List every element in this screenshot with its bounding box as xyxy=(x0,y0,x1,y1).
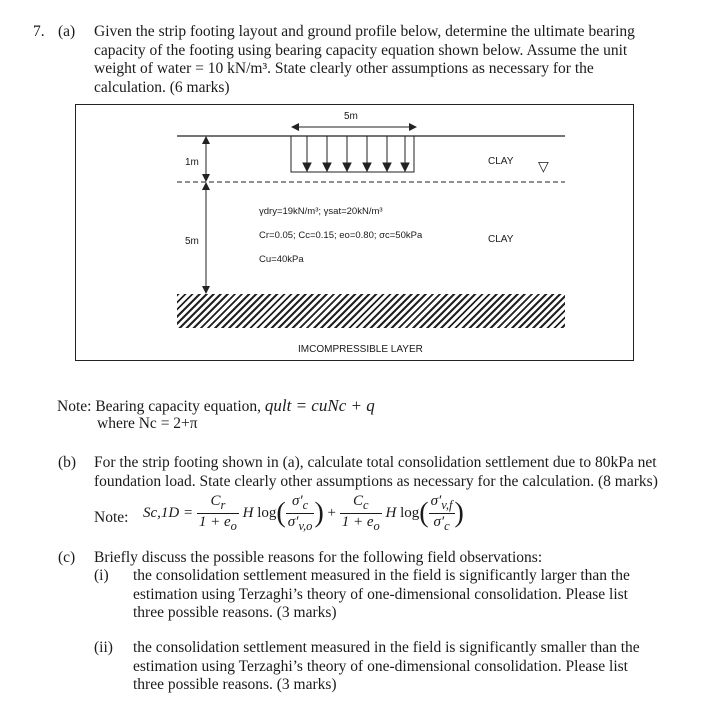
formula-term2-frac: $\frac{C_c}{1 + e_o}$ xyxy=(341,493,380,533)
part-c-ii-line: estimation using Terzaghi’s theory of one-dimensional consolidation. Please list xyxy=(133,657,628,675)
clay-top-label: CLAY xyxy=(488,156,514,167)
part-c-i-label: (i) xyxy=(94,567,109,584)
part-a-line: calculation. (6 marks) xyxy=(94,78,230,96)
part-b-line: For the strip footing shown in (a), calculate total consolidation settlement due to 80kPa net xyxy=(94,454,657,471)
note-a-text: Bearing capacity equation, xyxy=(95,398,262,415)
part-c-i-line: estimation using Terzaghi’s theory of one-dimensional consolidation. Please list xyxy=(133,585,628,603)
formula-term2-hlog: H xyxy=(385,504,397,521)
depth-5m-label: 5m xyxy=(185,236,199,247)
part-c-ii-line: the consolidation settlement measured in the field is significantly smaller than the xyxy=(133,639,640,656)
formula-term1-ratio: $\frac{\sigma'_c}{\sigma'_{v,o}}$ xyxy=(287,493,313,533)
part-c-label: (c) xyxy=(58,549,76,566)
part-b-text xyxy=(94,454,689,491)
part-a-line: Given the strip footing layout and ground profile below, determine the ultimate bearing xyxy=(94,23,635,40)
incompressible-layer-label: IMCOMPRESSIBLE LAYER xyxy=(298,344,423,355)
load-arrows xyxy=(303,136,409,171)
part-a-label: (a) xyxy=(58,23,76,40)
question-number: 7. xyxy=(33,23,45,40)
part-c-intro: Briefly discuss the possible reasons for the following field observations: xyxy=(94,549,543,566)
soil-props-line2: Cr=0.05; Cc=0.15; eo=0.80; σc=50kPa xyxy=(259,230,423,241)
part-b-line: foundation load. State clearly other assumptions as necessary for the calculation. (8 marks) xyxy=(94,472,658,490)
formula-term1-frac: $\frac{C_r}{1 + e_o}$ xyxy=(198,493,237,533)
note-a-where: where Nc = 2+π xyxy=(97,415,198,432)
part-c-ii-line: three possible reasons. (3 marks) xyxy=(133,676,337,693)
water-table-icon: ▽ xyxy=(538,158,549,174)
part-c-i-line: three possible reasons. (3 marks) xyxy=(133,604,337,621)
formula-lhs: Sc,1D = xyxy=(143,504,194,521)
part-a-line: weight of water = 10 kN/m³. State clearly other assumptions as necessary for the xyxy=(94,60,594,77)
part-b-note-label: Note: xyxy=(94,509,129,526)
part-b-label: (b) xyxy=(58,454,77,471)
part-a-line: capacity of the footing using bearing capacity equation shown below. Assume the unit xyxy=(94,41,628,59)
part-a-text xyxy=(94,23,684,97)
clay-bottom-label: CLAY xyxy=(488,234,514,245)
soil-props-line1: γdry=19kN/m³; γsat=20kN/m³ xyxy=(259,206,383,217)
part-c-i-text xyxy=(133,567,688,623)
bearing-capacity-equation: qult = cuNc + q xyxy=(264,396,375,415)
depth-1m-label: 1m xyxy=(185,157,199,168)
formula-term2-ratio: $\frac{\sigma'_{v,f}}{\sigma'_c}$ xyxy=(430,493,453,533)
part-c-ii-text xyxy=(133,639,688,695)
formula-term1-hlog: H xyxy=(242,504,254,521)
footing-width-label: 5m xyxy=(344,111,358,122)
incompressible-layer-hatch xyxy=(177,294,565,328)
part-c-ii-label: (ii) xyxy=(94,639,113,656)
footing-profile-figure xyxy=(75,104,634,361)
note-a xyxy=(57,397,375,417)
part-c-i-line: the consolidation settlement measured in the field is significantly larger than the xyxy=(133,567,630,584)
soil-props-line3: Cu=40kPa xyxy=(259,254,304,265)
note-a-label: Note: xyxy=(57,398,92,415)
consolidation-formula: Sc,1D = $\frac{C_r}{1 + e_o}$ H log( $\frac{\sigma'_c}{\sigma'_{v,o}}$ ) + $\frac{C_c}{1 + e_o}$ H log( $\frac{\sigma'_{v,f}}{\sigma'_c}$ ) xyxy=(143,493,464,533)
